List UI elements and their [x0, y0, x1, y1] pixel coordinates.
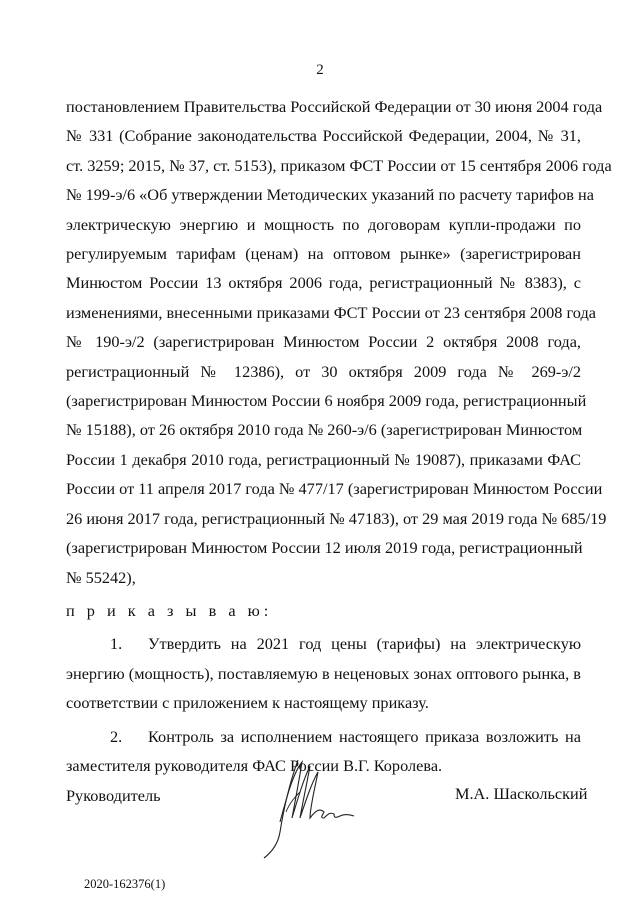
intro-line: регулируемым тарифам (ценам) на оптовом рынке» (зарегистрирован	[66, 244, 581, 264]
intro-line: (зарегистрирован Минюстом России 6 ноября 2009 года, регистрационный	[66, 391, 587, 411]
signatory-title: Руководитель	[66, 786, 161, 805]
signature-image	[250, 752, 370, 862]
order-item	[66, 629, 581, 717]
intro-line: № 55242),	[66, 567, 136, 587]
intro-line: № 15188), от 26 октября 2010 года № 260-э/6 (зарегистрирован Минюстом	[66, 420, 583, 440]
intro-line: России от 11 апреля 2017 года № 477/17 (зарегистрирован Минюстом России	[66, 479, 603, 499]
intro-line: ст. 3259; 2015, № 37, ст. 5153), приказом ФСТ России от 15 сентября 2006 года	[66, 155, 612, 175]
item-number: 2.	[110, 726, 123, 746]
intro-line: Минюстом России 13 октября 2006 года, регистрационный № 8383), с	[66, 273, 581, 293]
intro-line: 26 июня 2017 года, регистрационный № 47183), от 29 мая 2019 года № 685/19	[66, 508, 607, 528]
registration-number: 2020-162376(1)	[84, 877, 166, 891]
intro-line: изменениями, внесенными приказами ФСТ России от 23 сентября 2008 года	[66, 302, 596, 322]
intro-paragraph	[66, 92, 612, 592]
signatory-name: М.А. Шаскольский	[455, 784, 588, 803]
page-number: 2	[316, 62, 324, 78]
item-number: 1.	[110, 634, 123, 654]
intro-line: постановлением Правительства Российской Федерации от 30 июня 2004 года	[66, 97, 603, 116]
intro-line: № 331 (Собрание законодательства Российской Федерации, 2004, № 31,	[66, 126, 581, 146]
intro-line: регистрационный № 12386), от 30 октября 2009 года № 269-э/2	[66, 361, 581, 381]
order-word: п р и к а з ы в а ю:	[66, 600, 273, 620]
intro-line: (зарегистрирован Минюстом России 12 июля 2019 года, регистрационный	[66, 538, 583, 558]
intro-line: России 1 декабря 2010 года, регистрационный № 19087), приказами ФАС	[66, 449, 581, 469]
item-text: Утвердить на 2021 год цены (тарифы) на электрическую энергию (мощность), поставляемую в неценовых зонах оптового рынка, в соответствии с приложением к настоящему приказу.	[66, 634, 581, 713]
intro-line: № 199-э/6 «Об утверждении Методических указаний по расчету тарифов на	[66, 185, 594, 205]
intro-line: электрическую энергию и мощность по договорам купли-продажи по	[66, 214, 581, 234]
intro-line: № 190-э/2 (зарегистрирован Минюстом России 2 октября 2008 года,	[66, 332, 581, 352]
document-body	[66, 92, 612, 780]
item-text: Контроль за исполнением настоящего приказа возложить на заместителя руководителя ФАС России В.Г. Королева.	[66, 726, 581, 775]
